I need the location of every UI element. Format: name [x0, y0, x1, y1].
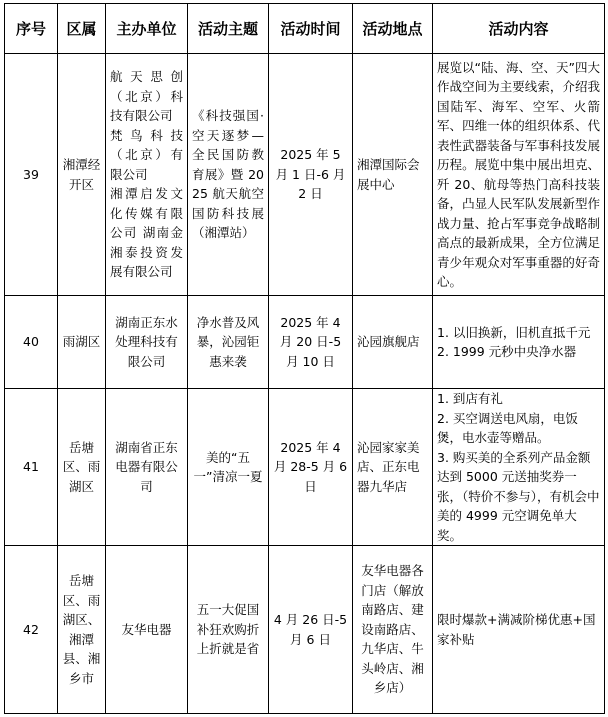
cell-content: 1. 以旧换新，旧机直抵千元 2. 1999 元秒中央净水器 — [433, 296, 605, 389]
cell-content: 展览以“陆、海、空、天”四大作战空间为主要线索，介绍我国陆军、海军、空军、火箭军、四维一体的组织体系、代表性武器装备与军事科技发展历程。展览中集中展出坦克、歼 20、航母等热门高科技装备，凸显人民军队发展新型作战力量、抢占军事竞争战略制高点的最新成果，全方位满足青少年观众对军事重器的好奇心。 — [433, 54, 605, 296]
cell-time: 2025 年 4 月 20 日-5 月 10 日 — [269, 296, 353, 389]
table-row — [5, 296, 605, 389]
cell-district: 岳塘区、雨湖区、湘潭县、湘乡市 — [58, 546, 106, 714]
cell-time: 2025 年 5 月 1 日-6 月 2 日 — [269, 54, 353, 296]
cell-organizer: 湖南省正东电器有限公司 — [106, 389, 188, 546]
cell-serial-no: 41 — [5, 389, 58, 546]
cell-organizer: 友华电器 — [106, 546, 188, 714]
activity-table — [4, 3, 605, 714]
table-row — [5, 546, 605, 714]
header-district: 区属 — [58, 4, 106, 54]
cell-venue: 友华电器各门店（解放南路店、建设南路店、九华店、牛头岭店、湘乡店） — [353, 546, 433, 714]
header-theme: 活动主题 — [188, 4, 269, 54]
cell-venue: 湘潭国际会展中心 — [353, 54, 433, 296]
cell-organizer: 航天思创（北京）科技有限公司 梵鸟科技（北京）有限公司 湘潭启发文化传媒有限公司 湖南金湘泰投资发展有限公司 — [106, 54, 188, 296]
table-row — [5, 389, 605, 546]
cell-organizer: 湖南正东水处理科技有限公司 — [106, 296, 188, 389]
table-header-row — [5, 4, 605, 54]
table-row — [5, 54, 605, 296]
cell-content: 1. 到店有礼 2. 买空调送电风扇，电饭煲，电水壶等赠品。 3. 购买美的全系列产品金额达到 5000 元送抽奖券一张，（特价不参与），有机会中美的 4999 元空调免单大奖。 — [433, 389, 605, 546]
cell-district: 湘潭经开区 — [58, 54, 106, 296]
header-content: 活动内容 — [433, 4, 605, 54]
cell-theme: 五一大促国补狂欢购折上折就是省 — [188, 546, 269, 714]
cell-theme: 净水普及风暴，沁园钜惠来袭 — [188, 296, 269, 389]
cell-venue: 沁园家家美店、正东电器九华店 — [353, 389, 433, 546]
cell-serial-no: 40 — [5, 296, 58, 389]
header-serial-no: 序号 — [5, 4, 58, 54]
cell-time: 4 月 26 日-5 月 6 日 — [269, 546, 353, 714]
header-time: 活动时间 — [269, 4, 353, 54]
cell-serial-no: 39 — [5, 54, 58, 296]
header-organizer: 主办单位 — [106, 4, 188, 54]
cell-content: 限时爆款+满减阶梯优惠+国家补贴 — [433, 546, 605, 714]
cell-district: 雨湖区 — [58, 296, 106, 389]
cell-venue: 沁园旗舰店 — [353, 296, 433, 389]
cell-time: 2025 年 4 月 28-5 月 6 日 — [269, 389, 353, 546]
header-venue: 活动地点 — [353, 4, 433, 54]
cell-theme: 《科技强国·空天逐梦—全民国防教育展》暨 2025 航天航空国防科技展（湘潭站） — [188, 54, 269, 296]
cell-district: 岳塘区、雨湖区 — [58, 389, 106, 546]
cell-theme: 美的“五一”清凉一夏 — [188, 389, 269, 546]
cell-serial-no: 42 — [5, 546, 58, 714]
